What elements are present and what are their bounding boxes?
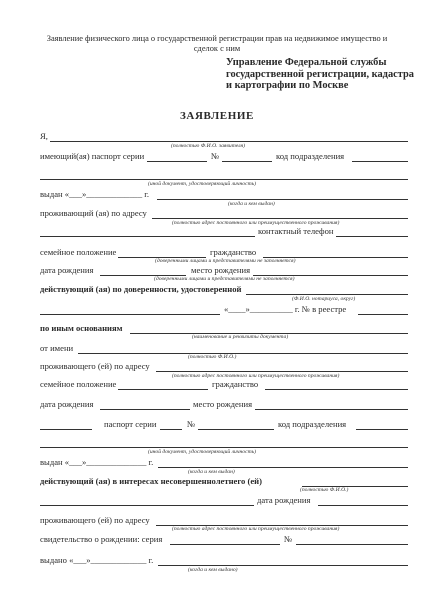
field-other-id-2[interactable]	[40, 447, 408, 448]
field-birth-date-3[interactable]	[318, 505, 408, 506]
document-title: ЗАЯВЛЕНИЕ	[180, 110, 254, 122]
label-issued-date-2: выдан «___»______________ г.	[40, 457, 154, 467]
field-birth-place-2[interactable]	[255, 409, 408, 410]
field-contact-phone[interactable]	[336, 236, 408, 237]
field-birth-cert-number[interactable]	[296, 544, 408, 545]
hint-rep-not-filled-2: (доверенными лицами и представителями не заполняется)	[154, 276, 295, 282]
label-subdivision-code: код подразделения	[276, 151, 345, 161]
field-issued-by-2[interactable]	[158, 467, 408, 468]
hint-issued-by-2: (когда и кем выдан)	[188, 469, 235, 475]
form-header	[0, 34, 434, 54]
label-residing-gen: проживающего (ей) по адресу	[40, 361, 150, 371]
label-number-3: №	[284, 534, 293, 544]
field-notary[interactable]	[246, 294, 408, 295]
label-registry-date: «____»__________ г. № в реестре	[224, 304, 347, 314]
field-issued-by-3[interactable]	[158, 565, 408, 566]
label-marital-status: семейное положение	[40, 247, 117, 257]
hint-address: (полностью адрес постоянного или преимущественного проживания)	[172, 220, 340, 226]
field-address-2[interactable]	[156, 371, 408, 372]
label-acting-for-minor: действующий (ая) в интересах несовершеннолетнего (ей)	[40, 476, 262, 486]
field-marital-status-2[interactable]	[118, 389, 208, 390]
hint-full-name: (полностью Ф.И.О. заявителя)	[171, 143, 245, 149]
field-passport-number-2[interactable]	[198, 429, 274, 430]
hint-basis-docs: (наименование и реквизиты документа)	[192, 334, 289, 340]
header-line-2: сделок с ним	[193, 44, 241, 53]
field-registry-number[interactable]	[358, 314, 408, 315]
field-citizenship-2[interactable]	[265, 389, 408, 390]
field-minor-name-cont[interactable]	[40, 505, 254, 506]
field-subdivision-code[interactable]	[352, 161, 408, 162]
label-birth-cert: свидетельство о рождении: серия	[40, 534, 163, 544]
label-citizenship: гражданство	[210, 247, 257, 257]
hint-full-name-2: (полностью Ф.И.О.)	[300, 487, 349, 493]
label-ya: Я,	[40, 131, 48, 141]
label-birth-date-3: дата рождения	[257, 495, 311, 505]
hint-address-2: (полностью адрес постоянного или преимущественного проживания)	[172, 373, 340, 379]
hint-full-name-short: (полностью Ф.И.О.)	[188, 354, 237, 360]
label-birth-place-2: место рождения	[193, 399, 253, 409]
field-birth-cert-series[interactable]	[170, 544, 280, 545]
field-passport-number[interactable]	[222, 161, 272, 162]
field-other-id[interactable]	[40, 179, 408, 180]
label-issued-date: выдан «___»_____________ г.	[40, 189, 149, 199]
label-other-basis: по иным основаниям	[40, 323, 123, 333]
label-contact-phone: контактный телефон	[258, 226, 334, 236]
label-acting-by-poa: действующий (ая) по доверенности, удостоверенной	[40, 284, 242, 294]
hint-other-id-2: (иной документ, удостоверяющий личность)	[148, 449, 257, 455]
recipient-block	[226, 57, 426, 92]
label-number-2: №	[187, 419, 196, 429]
label-birth-date-2: дата рождения	[40, 399, 94, 409]
field-notary-cont[interactable]	[40, 314, 220, 315]
label-issued-date-3: выдано «___»_____________ г.	[40, 555, 154, 565]
label-birth-date: дата рождения	[40, 265, 94, 275]
recipient-line-1: Управление Федеральной службы	[226, 57, 387, 68]
hint-address-3: (полностью адрес постоянного или преимущественного проживания)	[172, 526, 340, 532]
hint-rep-not-filled-1: (доверенными лицами и представителями не заполняется)	[155, 258, 296, 264]
label-passport-series: паспорт серии	[104, 419, 157, 429]
label-passport-holder: имеющий(ая) паспорт серии	[40, 151, 145, 161]
hint-issued-by-3: (когда и кем выдано)	[188, 567, 238, 573]
field-on-behalf[interactable]	[78, 353, 408, 354]
header-line-1: Заявление физического лица о государственной регистрации прав на недвижимое имущество и	[46, 34, 388, 43]
label-residing-at: проживающий (ая) по адресу	[40, 208, 147, 218]
field-passport-series-2[interactable]	[160, 429, 182, 430]
field-subdivision-code-2[interactable]	[356, 429, 408, 430]
hint-notary: (Ф.И.О. нотариуса, округ)	[292, 296, 356, 302]
field-passport-series[interactable]	[147, 161, 207, 162]
label-subdivision-code-2: код подразделения	[278, 419, 347, 429]
label-number: №	[211, 151, 220, 161]
field-full-name[interactable]	[50, 141, 408, 142]
label-on-behalf: от имени	[40, 343, 74, 353]
label-birth-place: место рождения	[191, 265, 251, 275]
hint-issued-by: (когда и кем выдан)	[228, 201, 275, 207]
label-citizenship-2: гражданство	[212, 379, 259, 389]
hint-other-id: (иной документ, удостоверяющий личность)	[148, 181, 257, 187]
field-birth-date-2[interactable]	[100, 409, 190, 410]
label-residing-gen-2: проживающего (ей) по адресу	[40, 515, 150, 525]
recipient-line-2: государственной регистрации, кадастра	[226, 68, 414, 80]
field-address-cont[interactable]	[40, 236, 255, 237]
recipient-line-3: и картографии по Москве	[226, 80, 349, 91]
field-address[interactable]	[152, 218, 408, 219]
label-marital-status-2: семейное положение	[40, 379, 117, 389]
field-passport-blank[interactable]	[40, 429, 92, 430]
field-issued-by[interactable]	[157, 199, 408, 200]
